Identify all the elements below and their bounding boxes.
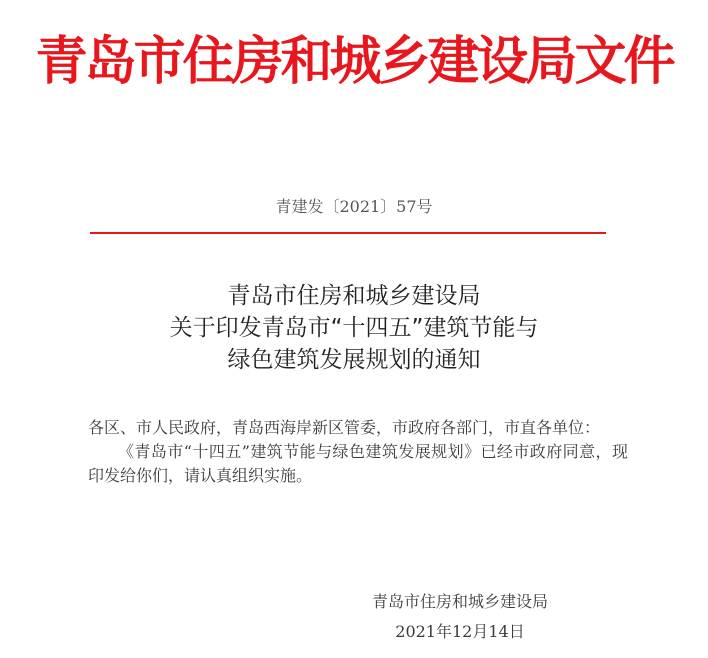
- addressee-paragraph: 各区、市人民政府，青岛西海岸新区管委，市政府各部门，市直各单位：: [88, 418, 601, 437]
- content-paragraph: 《青岛市“十四五”建筑节能与绿色建筑发展规划》已经市政府同意，现印发给你们，请认真组织实施。: [88, 442, 628, 485]
- red-separator-line: [90, 232, 606, 234]
- title-line-issuer: 青岛市住房和城乡建设局: [227, 283, 481, 309]
- title-line-subject: 关于印发青岛市“十四五”建筑节能与: [169, 315, 539, 341]
- document-body: [88, 416, 628, 488]
- issuing-authority-signature: 青岛市住房和城乡建设局: [371, 592, 548, 611]
- document-title: [0, 280, 708, 376]
- document-masthead: 青岛市住房和城乡建设局文件: [35, 32, 673, 92]
- title-line-plan: 绿色建筑发展规划的通知: [227, 347, 481, 373]
- document-number: 青建发〔2021〕57号: [275, 197, 433, 216]
- issue-date: 2021年12月14日: [395, 622, 525, 641]
